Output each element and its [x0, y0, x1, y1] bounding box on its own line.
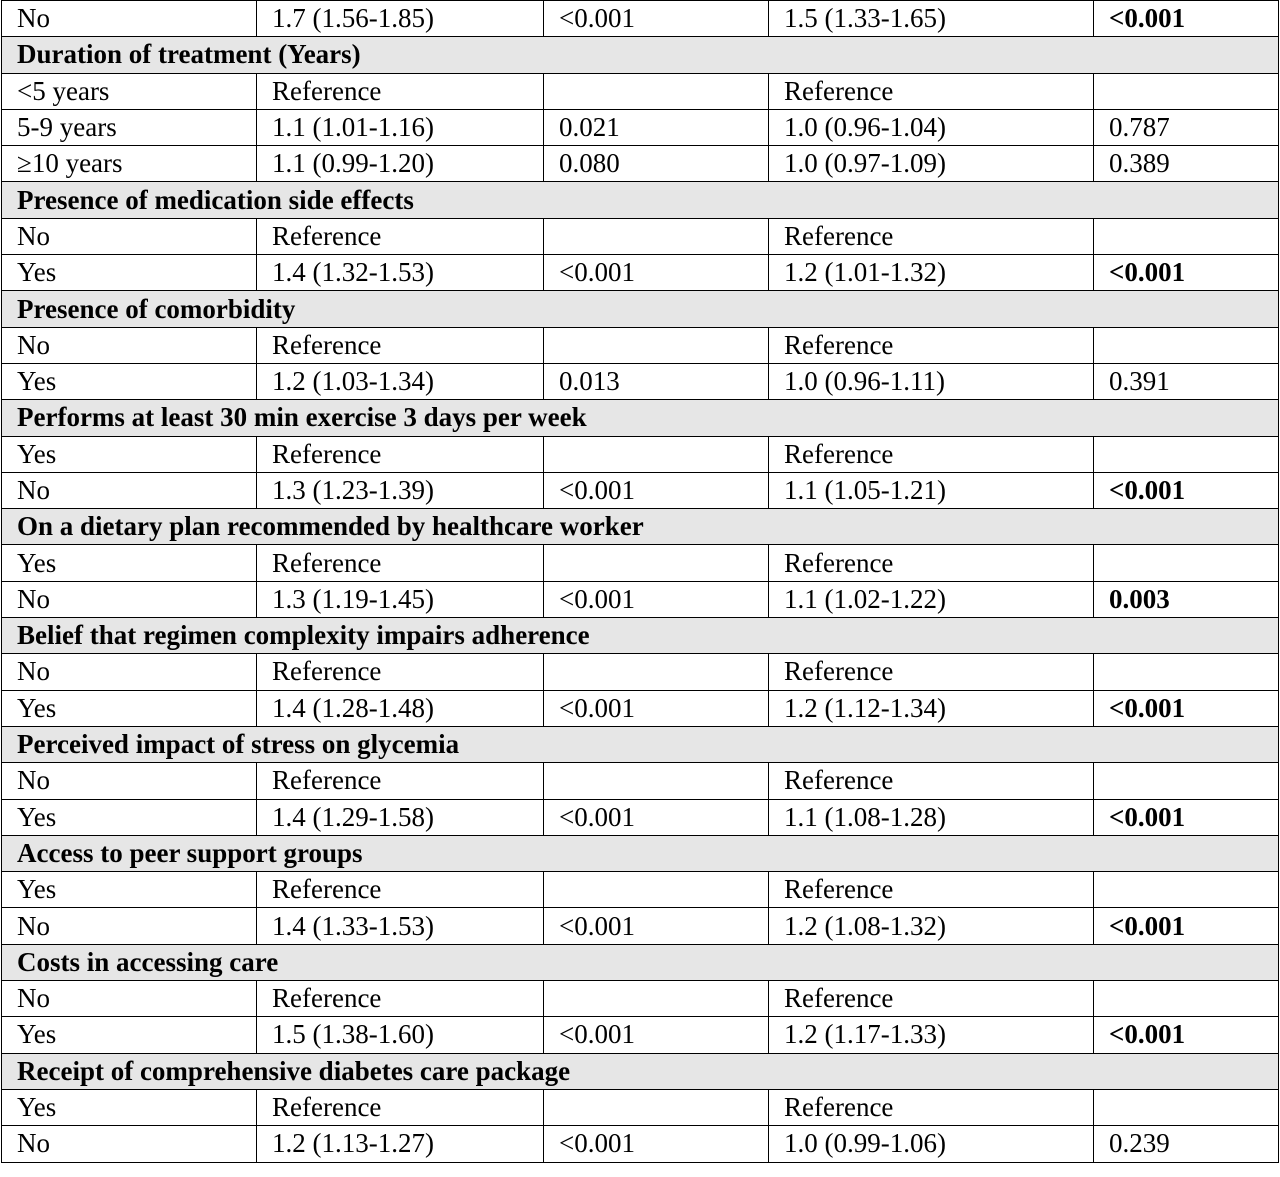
adjusted-or: Reference	[769, 436, 1094, 472]
adjusted-or: 1.0 (0.99-1.06)	[769, 1126, 1094, 1162]
section-header-row	[2, 618, 1279, 654]
unadjusted-p-value: <0.001	[544, 1126, 769, 1162]
adjusted-p-value	[1094, 981, 1279, 1017]
section-header-row	[2, 726, 1279, 762]
row-label: No	[2, 218, 257, 254]
table-row	[2, 73, 1279, 109]
unadjusted-or: 1.1 (0.99-1.20)	[257, 146, 544, 182]
table-body	[2, 1, 1279, 1163]
unadjusted-or: 1.4 (1.28-1.48)	[257, 690, 544, 726]
adjusted-p-value: 0.391	[1094, 363, 1279, 399]
section-header-row	[2, 291, 1279, 327]
unadjusted-p-value: <0.001	[544, 472, 769, 508]
unadjusted-or: Reference	[257, 218, 544, 254]
adjusted-or: 1.0 (0.96-1.04)	[769, 109, 1094, 145]
table-row	[2, 436, 1279, 472]
adjusted-p-value: <0.001	[1094, 255, 1279, 291]
row-label: <5 years	[2, 73, 257, 109]
row-label: No	[2, 581, 257, 617]
adjusted-or: 1.0 (0.97-1.09)	[769, 146, 1094, 182]
row-label: Yes	[2, 1089, 257, 1125]
adjusted-p-value: <0.001	[1094, 908, 1279, 944]
adjusted-p-value	[1094, 436, 1279, 472]
unadjusted-or: Reference	[257, 763, 544, 799]
unadjusted-or: 1.4 (1.29-1.58)	[257, 799, 544, 835]
adjusted-or: 1.5 (1.33-1.65)	[769, 1, 1094, 37]
section-header: Duration of treatment (Years)	[2, 37, 1279, 73]
table-row	[2, 146, 1279, 182]
table-row	[2, 581, 1279, 617]
table-row	[2, 1126, 1279, 1162]
section-header: Belief that regimen complexity impairs adherence	[2, 618, 1279, 654]
section-header: Presence of comorbidity	[2, 291, 1279, 327]
unadjusted-p-value: 0.021	[544, 109, 769, 145]
row-label: No	[2, 472, 257, 508]
row-label: No	[2, 1, 257, 37]
regression-table	[1, 0, 1279, 1163]
adjusted-p-value	[1094, 1089, 1279, 1125]
row-label: No	[2, 908, 257, 944]
adjusted-or: 1.2 (1.12-1.34)	[769, 690, 1094, 726]
unadjusted-or: Reference	[257, 327, 544, 363]
table-row	[2, 799, 1279, 835]
row-label: Yes	[2, 1017, 257, 1053]
table-row	[2, 690, 1279, 726]
adjusted-p-value: <0.001	[1094, 1, 1279, 37]
table-row	[2, 218, 1279, 254]
unadjusted-p-value	[544, 327, 769, 363]
unadjusted-p-value	[544, 763, 769, 799]
adjusted-p-value: <0.001	[1094, 472, 1279, 508]
unadjusted-or: Reference	[257, 872, 544, 908]
section-header-row	[2, 182, 1279, 218]
adjusted-p-value	[1094, 872, 1279, 908]
row-label: Yes	[2, 255, 257, 291]
unadjusted-or: Reference	[257, 73, 544, 109]
adjusted-p-value	[1094, 218, 1279, 254]
table-row	[2, 981, 1279, 1017]
unadjusted-p-value	[544, 654, 769, 690]
table-row	[2, 1089, 1279, 1125]
unadjusted-p-value	[544, 436, 769, 472]
unadjusted-p-value: <0.001	[544, 1017, 769, 1053]
section-header: Receipt of comprehensive diabetes care package	[2, 1053, 1279, 1089]
adjusted-or: 1.1 (1.08-1.28)	[769, 799, 1094, 835]
adjusted-or: 1.2 (1.08-1.32)	[769, 908, 1094, 944]
section-header: Costs in accessing care	[2, 944, 1279, 980]
unadjusted-p-value	[544, 545, 769, 581]
row-label: Yes	[2, 545, 257, 581]
adjusted-or: Reference	[769, 872, 1094, 908]
unadjusted-p-value: 0.080	[544, 146, 769, 182]
adjusted-or: Reference	[769, 654, 1094, 690]
unadjusted-p-value: <0.001	[544, 799, 769, 835]
unadjusted-or: Reference	[257, 436, 544, 472]
unadjusted-p-value	[544, 1089, 769, 1125]
section-header: Performs at least 30 min exercise 3 days per week	[2, 400, 1279, 436]
adjusted-or: Reference	[769, 1089, 1094, 1125]
adjusted-p-value	[1094, 763, 1279, 799]
unadjusted-p-value	[544, 981, 769, 1017]
adjusted-or: 1.1 (1.02-1.22)	[769, 581, 1094, 617]
table-row	[2, 363, 1279, 399]
section-header-row	[2, 835, 1279, 871]
row-label: Yes	[2, 799, 257, 835]
unadjusted-or: Reference	[257, 545, 544, 581]
unadjusted-or: Reference	[257, 981, 544, 1017]
unadjusted-p-value	[544, 218, 769, 254]
adjusted-p-value: 0.003	[1094, 581, 1279, 617]
unadjusted-p-value: <0.001	[544, 581, 769, 617]
adjusted-or: 1.1 (1.05-1.21)	[769, 472, 1094, 508]
row-label: No	[2, 1126, 257, 1162]
adjusted-p-value: 0.239	[1094, 1126, 1279, 1162]
adjusted-or: 1.0 (0.96-1.11)	[769, 363, 1094, 399]
row-label: Yes	[2, 690, 257, 726]
table-row	[2, 545, 1279, 581]
table-row	[2, 908, 1279, 944]
adjusted-or: Reference	[769, 218, 1094, 254]
unadjusted-or: 1.4 (1.33-1.53)	[257, 908, 544, 944]
adjusted-p-value	[1094, 327, 1279, 363]
adjusted-or: Reference	[769, 763, 1094, 799]
table-row	[2, 1, 1279, 37]
unadjusted-p-value	[544, 73, 769, 109]
adjusted-p-value	[1094, 545, 1279, 581]
adjusted-or: 1.2 (1.01-1.32)	[769, 255, 1094, 291]
unadjusted-or: 1.3 (1.23-1.39)	[257, 472, 544, 508]
row-label: Yes	[2, 872, 257, 908]
table-row	[2, 763, 1279, 799]
unadjusted-or: 1.2 (1.13-1.27)	[257, 1126, 544, 1162]
unadjusted-p-value: <0.001	[544, 255, 769, 291]
unadjusted-p-value: 0.013	[544, 363, 769, 399]
section-header: Access to peer support groups	[2, 835, 1279, 871]
unadjusted-p-value	[544, 872, 769, 908]
table-row	[2, 1017, 1279, 1053]
table-row	[2, 109, 1279, 145]
row-label: No	[2, 763, 257, 799]
section-header-row	[2, 509, 1279, 545]
adjusted-p-value	[1094, 654, 1279, 690]
section-header-row	[2, 37, 1279, 73]
row-label: Yes	[2, 363, 257, 399]
section-header: Presence of medication side effects	[2, 182, 1279, 218]
row-label: No	[2, 981, 257, 1017]
unadjusted-or: 1.3 (1.19-1.45)	[257, 581, 544, 617]
adjusted-p-value	[1094, 73, 1279, 109]
row-label: ≥10 years	[2, 146, 257, 182]
adjusted-or: Reference	[769, 73, 1094, 109]
unadjusted-or: 1.1 (1.01-1.16)	[257, 109, 544, 145]
section-header: On a dietary plan recommended by healthcare worker	[2, 509, 1279, 545]
table-row	[2, 872, 1279, 908]
adjusted-p-value: 0.787	[1094, 109, 1279, 145]
table-row	[2, 472, 1279, 508]
unadjusted-or: 1.7 (1.56-1.85)	[257, 1, 544, 37]
unadjusted-or: 1.4 (1.32-1.53)	[257, 255, 544, 291]
adjusted-or: Reference	[769, 545, 1094, 581]
adjusted-p-value: 0.389	[1094, 146, 1279, 182]
row-label: No	[2, 654, 257, 690]
adjusted-or: Reference	[769, 981, 1094, 1017]
table-row	[2, 255, 1279, 291]
unadjusted-p-value: <0.001	[544, 908, 769, 944]
unadjusted-p-value: <0.001	[544, 690, 769, 726]
unadjusted-or: Reference	[257, 654, 544, 690]
adjusted-or: 1.2 (1.17-1.33)	[769, 1017, 1094, 1053]
unadjusted-or: Reference	[257, 1089, 544, 1125]
row-label: Yes	[2, 436, 257, 472]
unadjusted-p-value: <0.001	[544, 1, 769, 37]
section-header: Perceived impact of stress on glycemia	[2, 726, 1279, 762]
adjusted-or: Reference	[769, 327, 1094, 363]
section-header-row	[2, 400, 1279, 436]
section-header-row	[2, 1053, 1279, 1089]
adjusted-p-value: <0.001	[1094, 690, 1279, 726]
adjusted-p-value: <0.001	[1094, 799, 1279, 835]
row-label: No	[2, 327, 257, 363]
table-row	[2, 654, 1279, 690]
section-header-row	[2, 944, 1279, 980]
adjusted-p-value: <0.001	[1094, 1017, 1279, 1053]
table-row	[2, 327, 1279, 363]
row-label: 5-9 years	[2, 109, 257, 145]
unadjusted-or: 1.2 (1.03-1.34)	[257, 363, 544, 399]
unadjusted-or: 1.5 (1.38-1.60)	[257, 1017, 544, 1053]
